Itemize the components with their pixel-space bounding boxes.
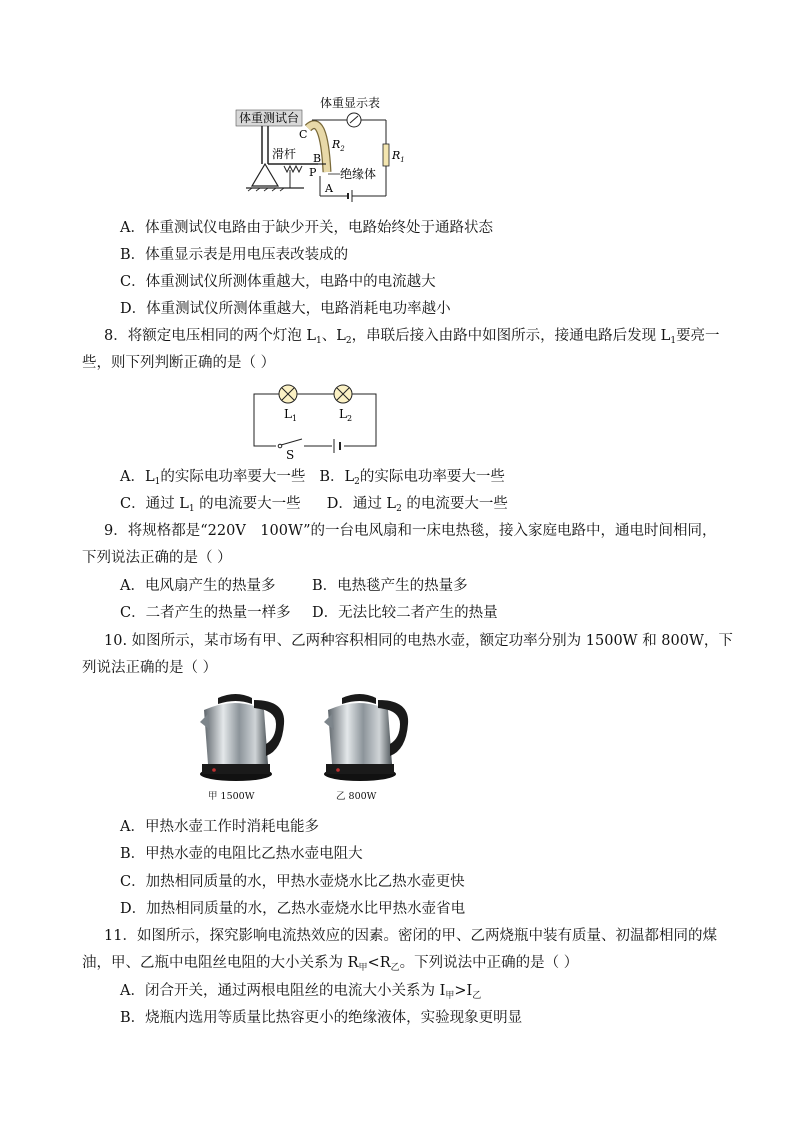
kettle-jia-image bbox=[194, 684, 290, 784]
kettle-yi-image bbox=[318, 684, 414, 784]
q7-option-b: B．体重显示表是用电压表改装成的 bbox=[120, 247, 349, 263]
meter-label: 体重显示表 bbox=[320, 96, 381, 110]
q8-option-b: B．$L_2$的实际电功率要大一些 bbox=[319, 469, 505, 487]
rod-label: 滑杆 bbox=[272, 147, 297, 161]
q7-option-c: C．体重测试仪所测体重越大，电路中的电流越大 bbox=[120, 274, 436, 290]
q11-option-a: A．闭合开关，通过两根电阻丝的电流大小关系为 $I_甲>I_乙$ bbox=[120, 983, 482, 1001]
q11-stem-line1: 11．如图所示，探究影响电流热效应的因素。密闭的甲、乙两烧瓶中装有质量、初温都相同的煤 bbox=[104, 928, 717, 944]
q8-options-row1 bbox=[120, 467, 505, 492]
point-a: A bbox=[325, 182, 333, 195]
q7-option-a: A．体重测试仪电路由于缺少开关，电路始终处于通路状态 bbox=[120, 220, 493, 236]
q10-option-c: C．加热相同质量的水，甲热水壶烧水比乙热水壶更快 bbox=[120, 874, 465, 890]
q10-stem-line1: 10. 如图所示，某市场有甲、乙两种容积相同的电热水壶，额定功率分别为 1500W 和 800W，下 bbox=[104, 633, 733, 649]
point-p: P bbox=[309, 166, 317, 179]
q10-option-d: D．加热相同质量的水，乙热水壶烧水比甲热水壶省电 bbox=[120, 901, 466, 917]
q9-option-b: B．电热毯产生的热量多 bbox=[312, 578, 468, 594]
bulb-l1-label: $L_1$ bbox=[284, 407, 298, 423]
q7-option-d: D．体重测试仪所测体重越大，电路消耗电功率越小 bbox=[120, 301, 451, 317]
series-bulbs-figure bbox=[250, 378, 380, 460]
kettle-yi-label: 乙 800W bbox=[336, 791, 377, 802]
weight-tester-diagram bbox=[232, 92, 422, 204]
q11-option-b: B．烧瓶内选用等质量比热容更小的绝缘液体，实验现象更明显 bbox=[120, 1010, 523, 1026]
q9-option-a: A．电风扇产生的热量多 bbox=[120, 578, 276, 594]
insulator-label: 绝缘体 bbox=[340, 167, 377, 181]
kettle-jia-label: 甲 1500W bbox=[208, 791, 255, 802]
q10-option-a: A．甲热水壶工作时消耗电能多 bbox=[120, 819, 319, 835]
point-c: C bbox=[299, 128, 308, 141]
weight-tester-figure bbox=[232, 92, 422, 204]
q8-option-d: D．通过 $L_2$ 的电流要大一些 bbox=[326, 496, 508, 514]
q8-stem-line1: 8．将额定电压相同的两个灯泡 $L_1$、$L_2$，串联后接入由路中如图所示，接通电路后发现 $L_1$要亮一 bbox=[104, 328, 720, 346]
q9-option-d: D．无法比较二者产生的热量 bbox=[312, 605, 498, 621]
q8-option-a: A．$L_1$的实际电功率要大一些 bbox=[120, 469, 306, 487]
point-b: B bbox=[313, 152, 322, 165]
q10-option-b: B．甲热水壶的电阻比乙热水壶电阻大 bbox=[120, 846, 363, 862]
q9-stem-line2: 下列说法正确的是（ ） bbox=[82, 550, 232, 566]
series-bulbs-diagram bbox=[250, 378, 380, 460]
q8-options-row2 bbox=[120, 494, 508, 519]
q10-stem-line2: 列说法正确的是（ ） bbox=[82, 660, 218, 676]
q9-stem-line1: 9．将规格都是“220V 100W”的一台电风扇和一床电热毯，接入家庭电路中，通电时间相同， bbox=[104, 523, 717, 539]
platform-label: 体重测试台 bbox=[239, 111, 300, 125]
kettle-jia-figure bbox=[194, 684, 290, 802]
r2-label: $R_2$ bbox=[332, 138, 345, 153]
q9-option-c: C．二者产生的热量一样多 bbox=[120, 605, 291, 621]
bulb-l2-label: $L_2$ bbox=[339, 407, 353, 423]
kettle-yi-figure bbox=[318, 684, 414, 802]
r1-label: $R_1$ bbox=[392, 149, 405, 164]
switch-s-label: S bbox=[286, 448, 295, 460]
q11-stem-line2: 油，甲、乙瓶中电阻丝电阻的大小关系为 $R_甲<R_乙$。下列说法中正确的是（ ） bbox=[82, 955, 579, 973]
q8-option-c: C．通过 $L_1$ 的电流要大一些 bbox=[120, 496, 301, 514]
q8-stem-line2: 些，则下列判断正确的是（ ） bbox=[82, 355, 276, 371]
